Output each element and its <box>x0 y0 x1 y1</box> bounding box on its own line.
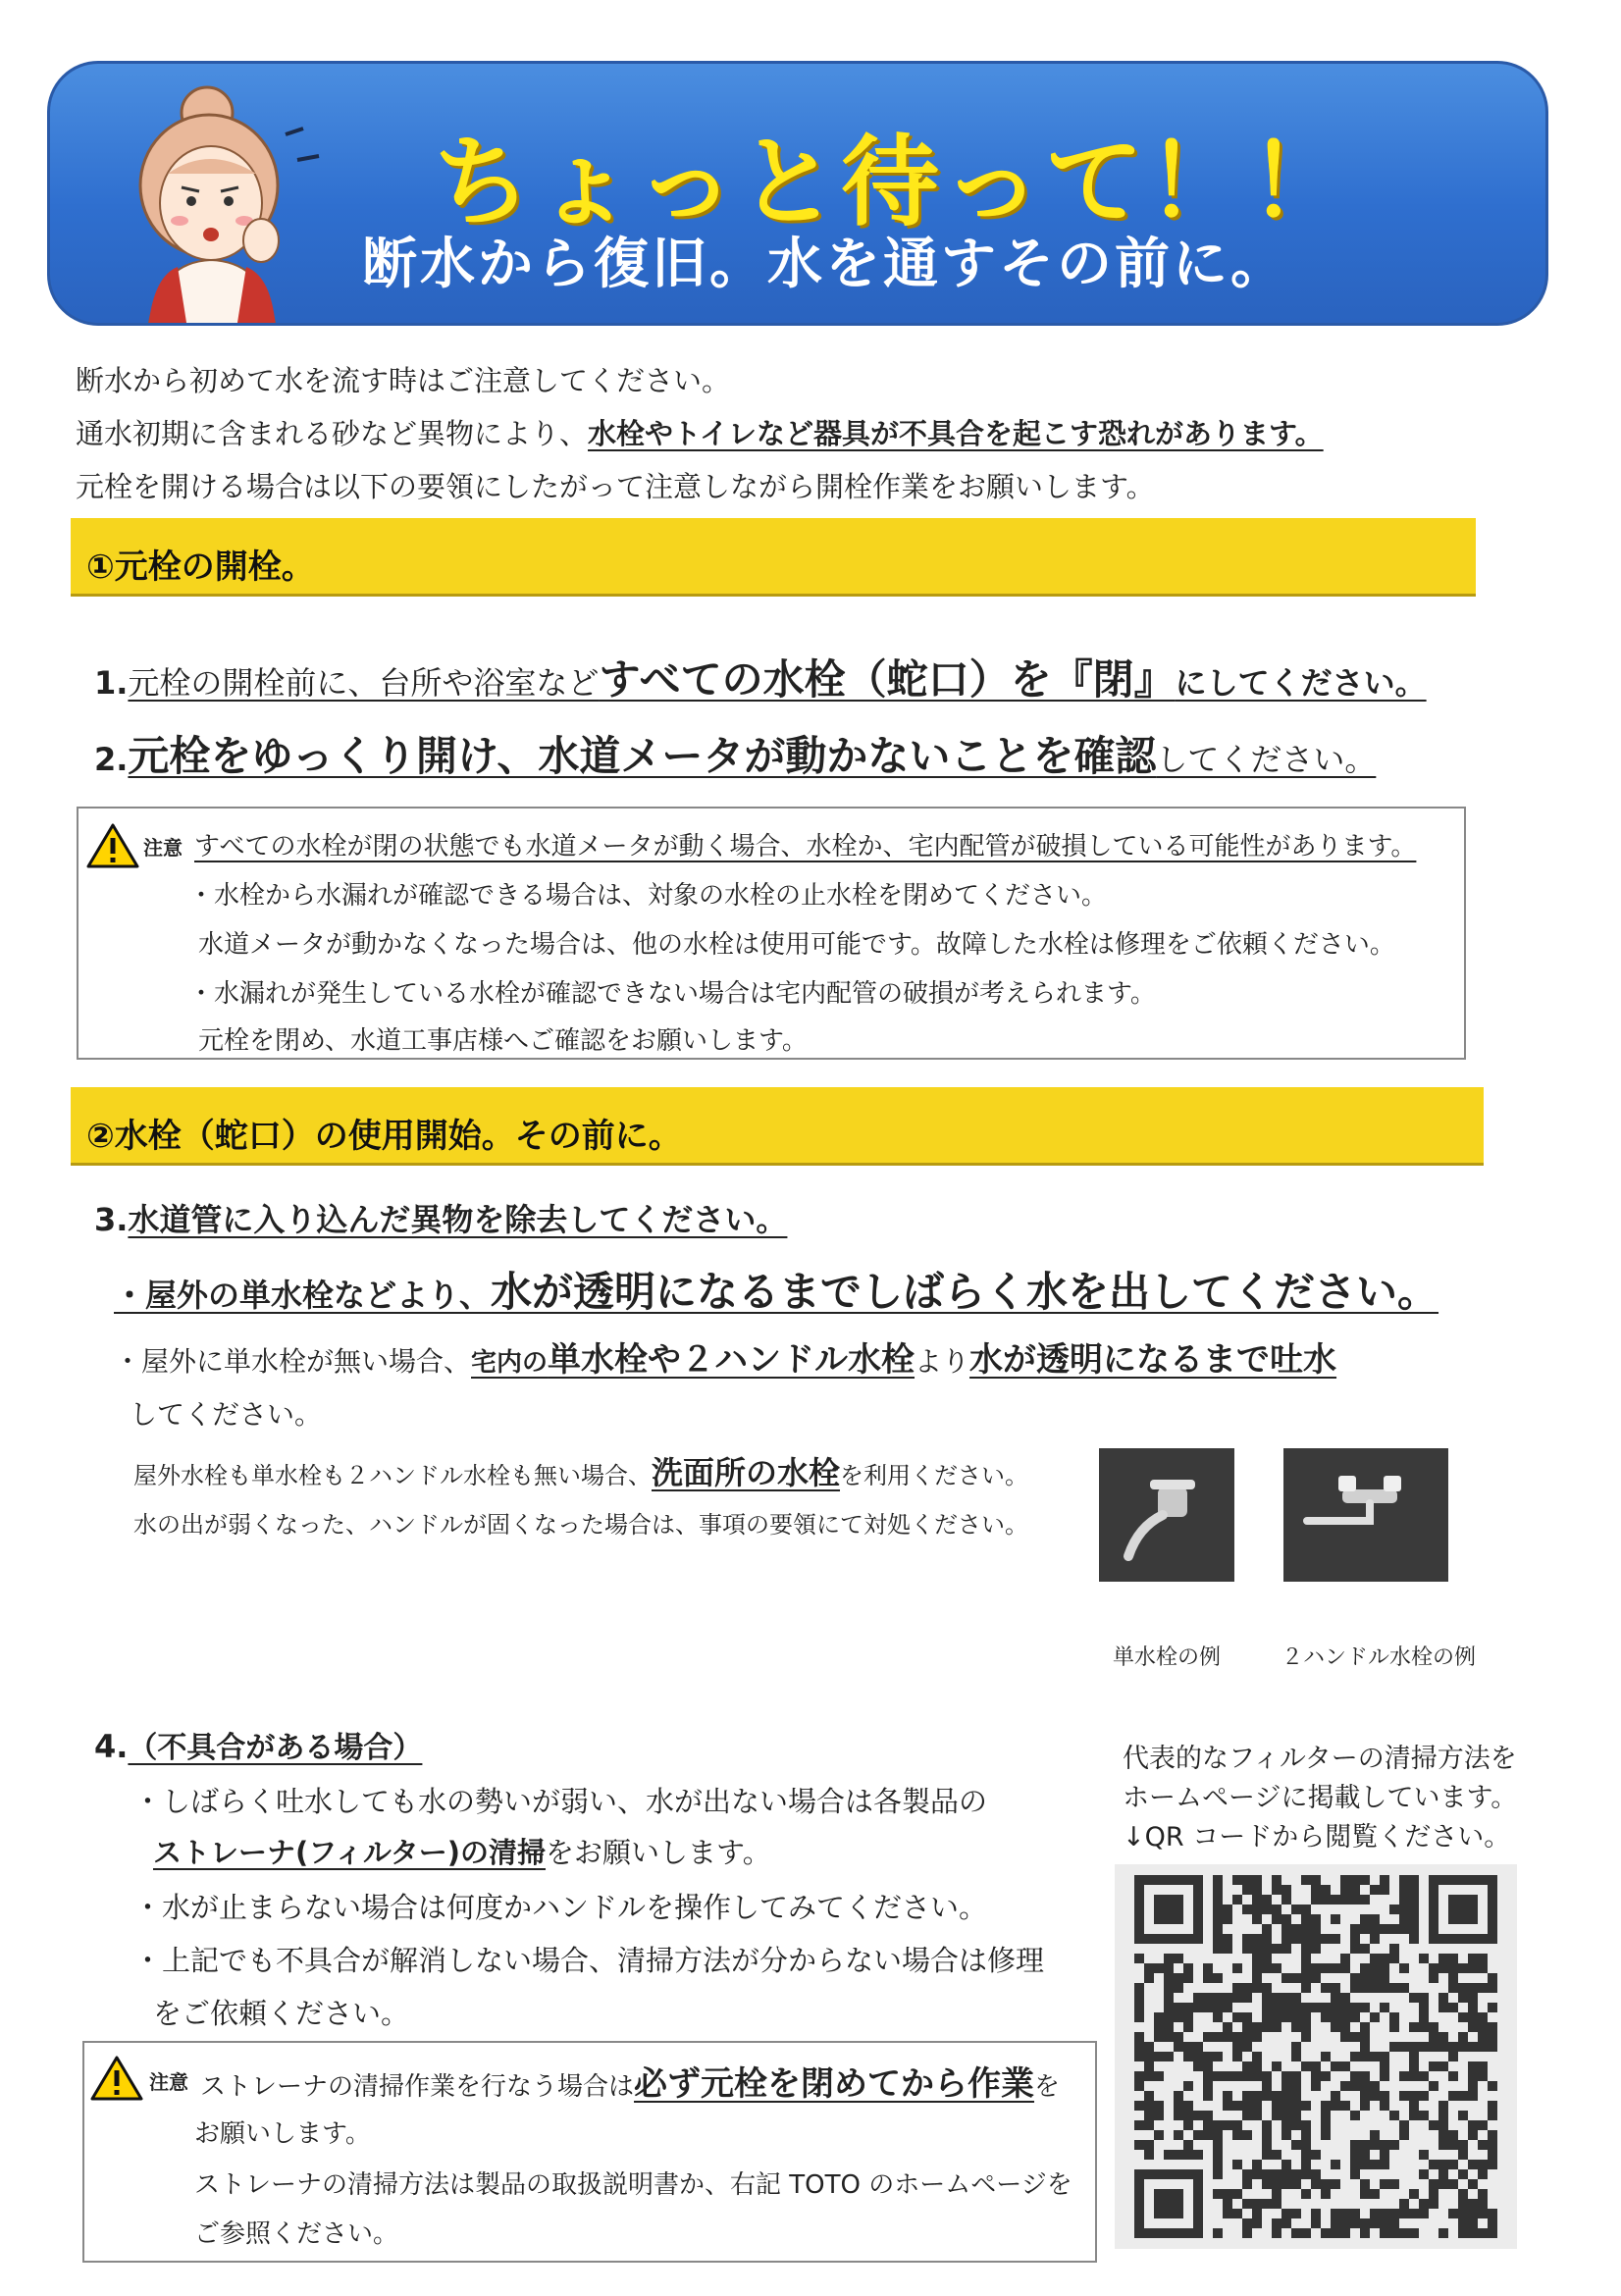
bullet-2-cont: してください。 <box>130 1398 323 1431</box>
small-note-2: 水の出が弱くなった、ハンドルが固くなった場合は、事項の要領にて対処ください。 <box>133 1511 1028 1539</box>
two-handle-faucet-photo <box>1283 1448 1448 1582</box>
header-banner <box>47 61 1548 326</box>
note-box-1 <box>77 807 1466 1060</box>
step-4-line-5: をご依頼ください。 <box>153 1997 410 2030</box>
intro-line-1: 断水から初めて水を流す時はご注意してください。 <box>76 364 731 397</box>
single-faucet-photo <box>1099 1448 1234 1582</box>
note-2-line-3: ストレーナの清掃方法は製品の取扱説明書か、右記 TOTO のホームページを <box>194 2170 1072 2200</box>
step-4-line-2: ストレーナ(フィルター)の清掃をお願いします。 <box>153 1836 771 1869</box>
note-label-2: 注意 <box>149 2070 188 2094</box>
caption-two-handle-faucet: ２ハンドル水栓の例 <box>1281 1645 1477 1670</box>
note-2-line-4: ご参照ください。 <box>194 2219 399 2249</box>
worried-woman-illustration <box>89 76 344 326</box>
note-1-line-5: 元栓を閉め、水道工事店様へご確認をお願いします。 <box>198 1026 808 1056</box>
step-4: 4.（不具合がある場合） <box>94 1728 423 1765</box>
note-1-line-1: すべての水栓が閉の状態でも水道メータが動く場合、水栓か、宅内配管が破損している可能性があります。 <box>194 832 1417 861</box>
note-1-line-2: ・水栓から水漏れが確認できる場合は、対象の水栓の止水栓を閉めてください。 <box>188 881 1108 911</box>
banner-subtitle: 断水から復旧。水を通すその前に。 <box>362 233 1288 296</box>
step-4-line-3: ・水が止まらない場合は何度かハンドルを操作してみてください。 <box>133 1891 988 1924</box>
qr-text-1: 代表的なフィルターの清掃方法を <box>1123 1744 1517 1774</box>
bullet-1: ・屋外の単水栓などより、水が透明になるまでしばらく水を出してください。 <box>114 1268 1439 1316</box>
qr-text-3: ↓QR コードから閲覧ください。 <box>1123 1822 1511 1852</box>
note-1-line-4: ・水漏れが発生している水栓が確認できない場合は宅内配管の破損が考えられます。 <box>188 979 1156 1009</box>
note-2-line-2: お願いします。 <box>194 2119 371 2149</box>
qr-code[interactable] <box>1115 1864 1517 2249</box>
note-1-line-3: 水道メータが動かなくなった場合は、他の水栓は使用可能です。故障した水栓は修理をご依頼ください。 <box>198 930 1395 960</box>
section-title-1: ①元栓の開栓。 <box>86 548 315 587</box>
step-1: 1.元栓の開栓前に、台所や浴室などすべての水栓（蛇口）を『閉』にしてください。 <box>94 655 1427 704</box>
step-3: 3.水道管に入り込んだ異物を除去してください。 <box>94 1201 788 1238</box>
bullet-2: ・屋外に単水栓が無い場合、宅内の単水栓や２ハンドル水栓より水が透明になるまで吐水 <box>114 1340 1337 1380</box>
section-title-2: ②水栓（蛇口）の使用開始。その前に。 <box>86 1117 682 1156</box>
qr-text-2: ホームページに掲載しています。 <box>1123 1783 1518 1813</box>
note-label-1: 注意 <box>143 836 183 860</box>
qr-panel <box>1105 1727 1527 2257</box>
intro-line-3: 元栓を開ける場合は以下の要領にしたがって注意しながら開栓作業をお願いします。 <box>76 470 1155 503</box>
step-2: 2.元栓をゆっくり開け、水道メータが動かないことを確認してください。 <box>94 732 1377 780</box>
note-2-line-1: ストレーナの清掃作業を行なう場合は必ず元栓を閉めてから作業を <box>200 2064 1061 2104</box>
warning-icon <box>90 2055 143 2102</box>
warning-icon <box>86 822 139 869</box>
intro-line-2: 通水初期に含まれる砂など異物により、水栓やトイレなど器具が不具合を起こす恐れがあります。 <box>76 417 1324 450</box>
banner-title: ちょっと待って！！ <box>433 125 1351 239</box>
section-bar-1 <box>71 518 1476 597</box>
caption-single-faucet: 単水栓の例 <box>1113 1645 1222 1670</box>
qr-code-graphic <box>1115 1864 1517 2249</box>
section-bar-2 <box>71 1087 1484 1166</box>
note-box-2 <box>82 2041 1097 2263</box>
small-note-1: 屋外水栓も単水栓も２ハンドル水栓も無い場合、洗面所の水栓を利用ください。 <box>133 1454 1029 1491</box>
intro-emphasis: 水栓やトイレなど器具が不具合を起こす恐れがあります。 <box>588 417 1324 450</box>
step-4-line-1: ・しばらく吐水しても水の勢いが弱い、水が出ない場合は各製品の <box>133 1785 988 1818</box>
step-4-line-4: ・上記でも不具合が解消しない場合、清掃方法が分からない場合は修理 <box>133 1944 1045 1977</box>
